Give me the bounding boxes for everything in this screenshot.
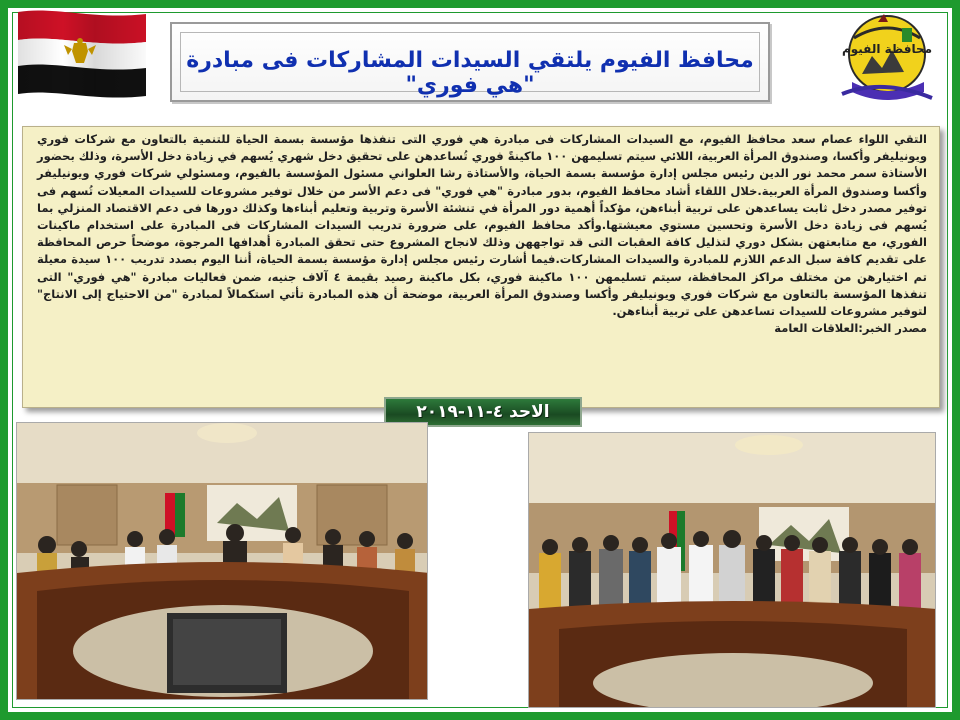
group-photo xyxy=(528,432,936,708)
egypt-flag-icon xyxy=(14,6,150,102)
article-text xyxy=(37,131,927,337)
date-text: الاحد ٤-١١-٢٠١٩ xyxy=(416,402,550,422)
page-title: محافظ الفيوم يلتقي السيدات المشاركات فى مبادرة "هي فوري" xyxy=(186,48,754,98)
group-photo-image xyxy=(529,433,936,708)
fayoum-governorate-logo-icon xyxy=(832,8,942,104)
title-box xyxy=(170,22,770,102)
logo-text: محافظة الفيوم xyxy=(841,42,933,56)
article-body: التقي اللواء عصام سعد محافظ الفيوم، مع السيدات المشاركات فى مبادرة هي فوري التى تنفذها مؤسسة بسمة الحياة للتنمية بالتعاون مع شركات فوري ويونيليفر وأكسا، وصندوق المرأة العربية، اللائي سيتم تسليمهن ١٠٠ ماكينةً فوري تُساعدهن على تحقيق دخل شهري يُسهم في زيادة دخل الأسرة، وذلك بحضور الأستاذة سمر محمد نور الدين رئيس مجلس إدارة مؤسسة بسمة الحياة، والأستاذة رشا العلواني مسئول المؤسسة بالفيوم، ومسئولي شركات فوري ويونيليفر وأكسا وصندوق المرأة العربية.خلال اللقاء أشاد محافظ الفيوم، بدور مبادرة "هي فوري" فى دعم الأسر من خلال توفير مشروعات للسيدات المعيلات تُسهم فى توفير مصدر دخل ثابت يساعدهن على تربية أبناءهن، مؤكداً أهمية دور المرأة في تنشئة الأسرة وتربية وتعليم أبناءها وكذلك دورها فى دعم الاقتصاد المنزلي بما يُسهم فى زيادة دخل الأسرة وتحسين مستوي معيشتها.وأكد محافظ الفيوم، على ضرورة تدريب السيدات المشاركات فى المبادرة على استخدام ماكينات الفوري، مع متابعتهن بشكل دوري لتذليل كافة العقبات التى قد تواجههن وذلك لانجاح المشروع حتى تحقق المبادرة أهدافها المرجوة، موضحاً حرص المحافظة على تقديم كافة سبل الدعم اللازم للمبادرة والسيدات المشاركات.فيما أشارت رئيس مجلس إدارة مؤسسة بسمة الحياة، أننا اليوم بصدد تدريب ١٠٠ سيدة معيلة تم اختيارهن من مختلف مراكز المحافظة، سيتم تسليمهن ١٠٠ ماكينة فوري، بكل ماكينة رصيد بقيمة ٤ آلاف جنيه، ضمن فعاليات مبادرة "هي فوري" التى تنفذها المؤسسة بالتعاون مع شركات فوري ويونيليفر وأكسا وصندوق المرأة العربية، موضحة أن هذه المبادرة تأتي استكمالاً لمبادرة "من الاحتياج إلى الانتاج" لتوفير مشروعات للسيدات تساعدهن على تربية أبناءهن. xyxy=(37,132,927,319)
article-source: مصدر الخبر:العلاقات العامة xyxy=(774,321,927,336)
meeting-photo-image xyxy=(17,423,428,700)
meeting-photo xyxy=(16,422,428,700)
article-box xyxy=(22,126,940,408)
